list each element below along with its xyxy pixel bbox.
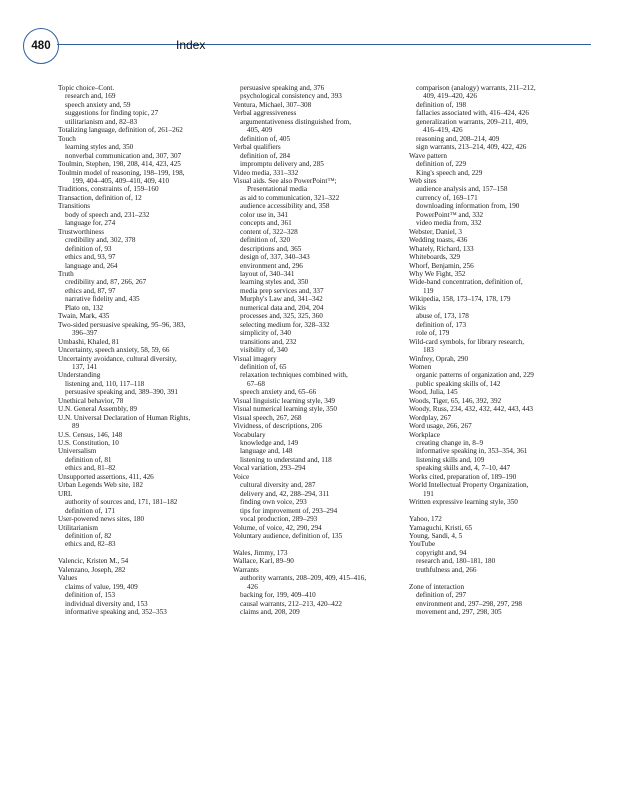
index-subentry: suggestions for finding topic, 27 [65,109,159,118]
index-subentry: definition of, 171 [65,506,116,515]
index-column-3 [409,84,585,617]
page-title: Index [176,38,206,52]
index-entry: Touch [58,134,76,143]
index-subentry: authority warrants, 208–209, 409, 415–416, [240,574,367,583]
index-entry: Toulmin model of reasoning, 198–199, 198, [58,168,185,177]
index-subentry: concepts and, 361 [240,219,292,228]
index-entry: Trustworthiness [58,227,105,236]
index-subentry: as aid to communication, 321–322 [240,193,340,202]
index-entry: Utilitarianism [58,523,98,532]
index-subentry: 183 [423,346,434,355]
index-subentry: tips for improvement of, 293–294 [240,506,338,515]
index-entry: Winfrey, Oprah, 290 [409,354,469,363]
index-subentry: content of, 322–328 [240,227,298,236]
index-entry: Women [409,362,432,371]
index-subentry: layout of, 340–341 [240,269,295,278]
index-entry: Whiteboards, 329 [409,253,461,262]
index-subentry: speech anxiety and, 59 [65,100,131,109]
index-subentry: credibility and, 302, 378 [65,236,136,245]
index-entry: Vocal variation, 293–294 [233,464,306,473]
index-entry: Valencic, Kristen M., 54 [58,557,129,566]
index-subentry: descriptions and, 365 [240,244,302,253]
index-subentry: research and, 180–181, 180 [416,557,496,566]
index-subentry: downloading information from, 190 [416,202,520,211]
index-entry: Written expressive learning style, 350 [409,498,518,507]
index-entry: Woods, Tiger, 65, 146, 392, 392 [409,396,502,405]
index-subentry: authority of sources and, 171, 181–182 [65,498,178,507]
index-subentry: fallacies associated with, 416–424, 426 [416,109,529,118]
index-subentry: 89 [72,422,80,431]
index-subentry: Presentational media [247,185,308,194]
index-entry: Wikis [409,303,426,312]
index-subentry: abuse of, 173, 178 [416,312,469,321]
index-entry: Uncertainty, speech anxiety, 58, 59, 66 [58,346,170,355]
index-entry: Wide-band concentration, definition of, [409,278,523,287]
index-subentry: numerical data and, 204, 204 [240,303,324,312]
page-number: 480 [31,40,51,52]
index-subentry: ethics and, 81–82 [65,464,116,473]
index-entry: Uncertainty avoidance, cultural diversity, [58,354,177,363]
index-subentry: 199, 404–405, 409–410, 409, 410 [72,176,170,185]
index-entry: Values [58,574,78,583]
index-subentry: delivery and, 42, 288–294, 311 [240,489,330,498]
index-subentry: persuasive speaking and, 376 [240,84,325,92]
index-entry: Wedding toasts, 436 [409,236,468,245]
entry-spacer [58,549,234,557]
index-subentry: ethics and, 87, 97 [65,286,116,295]
index-subentry: psychological consistency and, 393 [240,92,342,101]
index-entry: Voluntary audience, definition of, 135 [233,532,343,541]
index-subentry: ethics and, 82–83 [65,540,116,549]
index-subentry: definition of, 65 [240,362,287,371]
index-entry: Webster, Daniel, 3 [409,227,463,236]
index-subentry: listening skills and, 109 [416,455,485,464]
index-entry: URL [58,489,73,498]
index-subentry: 426 [247,582,258,591]
index-subentry: claims and, 208, 209 [240,608,300,617]
index-entry: Urban Legends Web site, 182 [58,481,143,490]
index-subentry: definition of, 82 [65,532,112,541]
index-subentry: King's speech and, 229 [416,168,483,177]
index-subentry: audience accessibility and, 358 [240,202,330,211]
index-subentry: definition of, 198 [416,100,467,109]
index-subentry: public speaking skills of, 142 [416,379,501,388]
index-subentry: color use in, 341 [240,210,288,219]
index-subentry: comparison (analogy) warrants, 211–212, [416,84,536,92]
index-subentry: listening and, 110, 117–118 [65,379,145,388]
index-subentry: ethics and, 93, 97 [65,253,116,262]
entry-spacer [409,507,585,515]
index-entry: Transitions [58,202,91,211]
index-entry: Transaction, definition of, 12 [58,193,142,202]
index-subentry: sign warrants, 213–214, 409, 422, 426 [416,143,527,152]
index-entry: Wordplay, 267 [409,413,452,422]
index-entry: Wales, Jimmy, 173 [233,548,288,557]
index-entry: Ventura, Michael, 307–308 [233,100,312,109]
index-subentry: transitions and, 232 [240,337,297,346]
index-subentry: relaxation techniques combined with, [240,371,348,380]
index-subentry: 409, 419–420, 426 [423,92,477,101]
index-subentry: creating change in, 8–9 [416,439,484,448]
index-subentry: definition of, 81 [65,455,112,464]
index-subentry: environment and, 297–298, 297, 298 [416,599,523,608]
index-entry: YouTube [409,540,436,549]
index-subentry: nonverbal communication and, 307, 307 [65,151,182,160]
index-entry: Visual linguistic learning style, 349 [233,396,335,405]
index-subentry: impromptu delivery and, 285 [240,160,324,169]
index-entry: Visual speech, 267, 268 [233,413,302,422]
index-subentry: listening to understand and, 118 [240,455,332,464]
index-entry: Totalizing language, definition of, 261–262 [58,126,183,135]
index-subentry: organic patterns of organization and, 229 [416,371,534,380]
index-entry: Wood, Julia, 145 [409,388,458,397]
index-subentry: definition of, 173 [416,320,467,329]
index-subentry: 191 [423,489,434,498]
index-subentry: language for, 274 [65,219,116,228]
index-entry: World Intellectual Property Organization, [409,481,529,490]
index-entry: Wikipedia, 158, 173–174, 178, 179 [409,295,511,304]
index-subentry: finding own voice, 293 [240,498,307,507]
index-subentry: Plato on, 132 [65,303,104,312]
index-subentry: definition of, 320 [240,236,291,245]
index-subentry: definition of, 297 [416,591,467,600]
header-rule [57,44,591,45]
index-subentry: video media from, 332 [416,219,482,228]
index-subentry: language and, 264 [65,261,118,270]
index-subentry: definition of, 405 [240,134,291,143]
index-entry: Truth [58,269,74,278]
index-entry: Understanding [58,371,101,380]
index-subentry: utilitarianism and, 82–83 [65,117,138,126]
index-subentry: learning styles and, 350 [65,143,134,152]
index-entry: Yamaguchi, Kristi, 65 [409,523,473,532]
index-subentry: PowerPoint™ and, 332 [416,210,484,219]
index-entry: Video media, 331–332 [233,168,299,177]
index-subentry: truthfulness and, 266 [416,565,477,574]
index-subentry: claims of value, 199, 409 [65,582,138,591]
index-entry: Topic choice–Cont. [58,84,115,92]
index-subentry: 405, 409 [247,126,273,135]
index-subentry: 396–397 [72,329,98,338]
index-subentry: processes and, 325, 325, 360 [240,312,323,321]
index-column-2 [233,84,409,617]
index-subentry: informative speaking and, 352–353 [65,608,167,617]
index-entry: Umbashi, Khaled, 81 [58,337,120,346]
index-entry: Vividness, of descriptions, 206 [233,422,322,431]
index-entry: Word usage, 266, 267 [409,422,472,431]
index-subentry: speaking skills and, 4, 7–10, 447 [416,464,511,473]
index-entry: Woody, Russ, 234, 432, 432, 442, 443, 443 [409,405,533,414]
index-subentry: definition of, 153 [65,591,116,600]
index-subentry: reasoning and, 208–214, 409 [416,134,500,143]
index-entry: Vocabulary [233,430,266,439]
index-subentry: audience analysis and, 157–158 [416,185,508,194]
index-subentry: 67–68 [247,379,265,388]
index-entry: Web sites [409,176,437,185]
index-subentry: 416–419, 426 [423,126,463,135]
index-subentry: simplicity of, 340 [240,329,291,338]
index-entry: Traditions, constraints of, 159–160 [58,185,159,194]
index-entry: Young, Sandi, 4, 5 [409,532,463,540]
index-entry: Yahoo, 172 [409,515,442,524]
index-subentry: cultural diversity and, 287 [240,481,316,490]
index-subentry: research and, 169 [65,92,116,101]
index-subentry: definition of, 284 [240,151,291,160]
index-subentry: causal warrants, 212–213, 420–422 [240,599,343,608]
index-subentry: individual diversity and, 153 [65,599,148,608]
index-entry: Workplace [409,430,440,439]
index-subentry: generalization warrants, 209–211, 409, [416,117,528,126]
index-column-1 [58,84,234,617]
index-entry: Unethical behavior, 78 [58,396,124,405]
index-entry: Twain, Mark, 435 [58,312,110,321]
index-entry: Volume, of voice, 42, 290, 294 [233,523,322,532]
index-entry: U.S. Constitution, 10 [58,439,119,448]
index-subentry: language and, 148 [240,447,293,456]
index-entry: Two-sided persuasive speaking, 95–96, 383, [58,320,186,329]
index-entry: User-powered news sites, 180 [58,515,145,524]
index-entry: Works cited, preparation of, 189–190 [409,472,517,481]
page-number-badge [23,28,59,64]
entry-spacer [233,540,409,548]
index-subentry: credibility and, 87, 266, 267 [65,278,147,287]
index-subentry: knowledge and, 149 [240,439,299,448]
index-subentry: backing for, 199, 409–410 [240,591,316,600]
index-entry: Toulmin, Stephen, 198, 208, 414, 423, 425 [58,160,181,169]
index-entry: Wave pattern [409,151,447,160]
index-subentry: informative speaking in, 353–354, 361 [416,447,528,456]
index-subentry: definition of, 229 [416,160,467,169]
index-subentry: design of, 337, 340–343 [240,253,310,262]
index-subentry: speech anxiety and, 65–66 [240,388,317,397]
index-subentry: selecting medium for, 328–332 [240,320,330,329]
index-entry: Voice [233,472,250,481]
index-subentry: 137, 141 [72,362,98,371]
index-subentry: vocal production, 289–293 [240,515,318,524]
index-subentry: persuasive speaking and, 389–390, 391 [65,388,178,397]
index-entry: Universalism [58,447,97,456]
index-entry: Valenzano, Joseph, 282 [58,565,126,574]
index-entry: U.N. General Assembly, 89 [58,405,137,414]
index-entry: Verbal aggressiveness [233,109,297,118]
index-subentry: movement and, 297, 298, 305 [416,608,502,617]
index-entry: Wild-card symbols, for library research, [409,337,525,346]
index-entry: Zone of interaction [409,582,465,591]
index-subentry: learning styles and, 350 [240,278,309,287]
index-entry: Warrants [233,565,259,574]
index-subentry: definition of, 93 [65,244,112,253]
index-entry: Visual aids. See also PowerPoint™; [233,176,337,185]
index-subentry: Murphy's Law and, 341–342 [240,295,323,304]
index-subentry: argumentativeness distinguished from, [240,117,352,126]
index-entry: Whately, Richard, 133 [409,244,474,253]
index-entry: U.N. Universal Declaration of Human Rights, [58,413,191,422]
index-subentry: copyright and, 94 [416,548,467,557]
index-entry: Verbal qualifiers [233,143,281,152]
index-subentry: body of speech and, 231–232 [65,210,150,219]
index-subentry: role of, 179 [416,329,450,338]
index-entry: Visual numerical learning style, 350 [233,405,337,414]
index-subentry: narrative fidelity and, 435 [65,295,140,304]
index-entry: Unsupported assertions, 411, 426 [58,472,154,481]
index-entry: Whorf, Benjamin, 256 [409,261,474,270]
index-entry: Visual imagery [233,354,277,363]
index-subentry: environment and, 296 [240,261,303,270]
index-subentry: visibility of, 340 [240,346,288,355]
index-entry: Wallace, Karl, 89–90 [233,557,294,566]
index-entry: U.S. Census, 146, 148 [58,430,123,439]
entry-spacer [409,574,585,582]
index-subentry: 119 [423,286,434,295]
index-subentry: media prep services and, 337 [240,286,324,295]
index-entry: Why We Fight, 352 [409,269,466,278]
index-subentry: currency of, 169–171 [416,193,478,202]
